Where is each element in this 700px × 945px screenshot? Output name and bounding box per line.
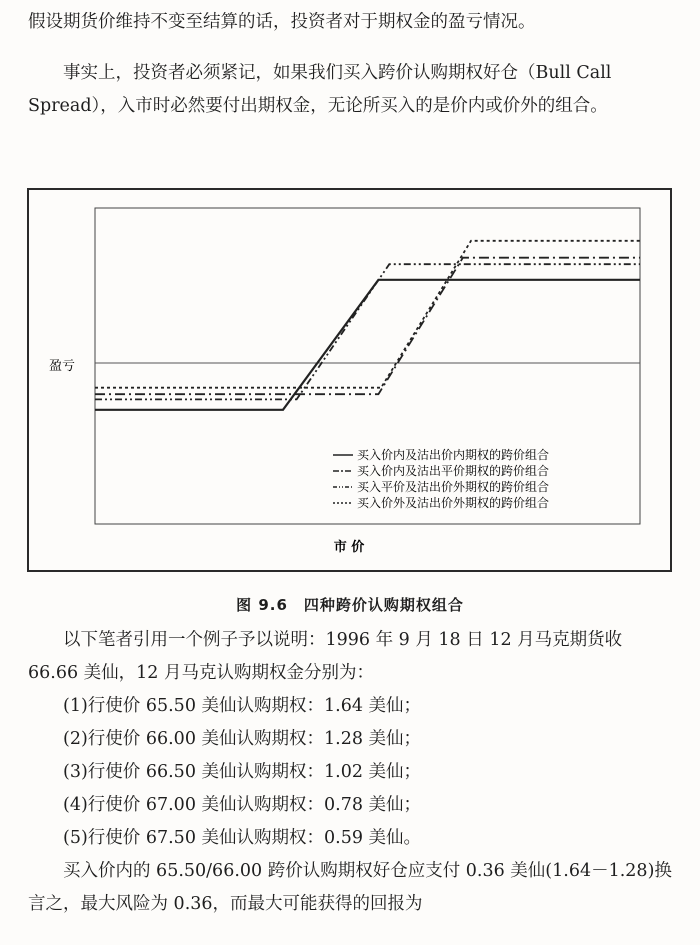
legend-label-4: 买入价外及沽出价外期权的跨价组合 — [357, 496, 550, 510]
payoff-chart — [29, 190, 670, 570]
series-line-3 — [95, 264, 640, 399]
legend-label-3: 买入平价及沽出价外期权的跨价组合 — [357, 480, 550, 494]
x-axis-label: 市 价 — [333, 540, 365, 555]
paragraph-example: 以下笔者引用一个例子予以说明：1996 年 9 月 18 日 12 月马克期货收 66.66 美仙，12 月马克认购期权金分别为： — [28, 630, 623, 683]
list-item: (2)行使价 66.00 美仙认购期权：1.28 美仙； — [63, 729, 422, 749]
y-axis-label: 盈亏 — [49, 359, 76, 374]
list-item: (3)行使价 66.50 美仙认购期权：1.02 美仙； — [63, 762, 422, 782]
series-line-2 — [95, 258, 640, 395]
figure-caption: 图 9.6 四种跨价认购期权组合 — [236, 596, 464, 614]
strike-price-list — [28, 690, 673, 855]
paragraph-intro: 假设期货价维持不变至结算的话，投资者对于期权金的盈亏情况。 — [28, 12, 536, 32]
list-item: (1)行使价 65.50 美仙认购期权：1.64 美仙； — [63, 696, 422, 716]
paragraph-conclusion: 买入价内的 65.50/66.00 跨价认购期权好仓应支付 0.36 美仙(1.64－1.28)换言之，最大风险为 0.36，而最大可能获得的回报为 — [28, 861, 672, 914]
series-line-4 — [95, 241, 640, 388]
legend-label-1: 买入价内及沽出价内期权的跨价组合 — [357, 448, 550, 462]
legend — [333, 447, 549, 510]
list-item: (4)行使价 67.00 美仙认购期权：0.78 美仙； — [63, 795, 422, 815]
list-item: (5)行使价 67.50 美仙认购期权：0.59 美仙。 — [63, 828, 422, 848]
legend-label-2: 买入价内及沽出平价期权的跨价组合 — [357, 464, 550, 478]
series-line-1 — [95, 280, 640, 410]
paragraph-bull-call-spread: 事实上，投资者必须紧记，如果我们买入跨价认购期权好仓（Bull Call Spread），入市时必然要付出期权金，无论所买入的是价内或价外的组合。 — [28, 63, 612, 116]
figure-frame — [27, 188, 672, 572]
series-lines — [95, 241, 640, 410]
